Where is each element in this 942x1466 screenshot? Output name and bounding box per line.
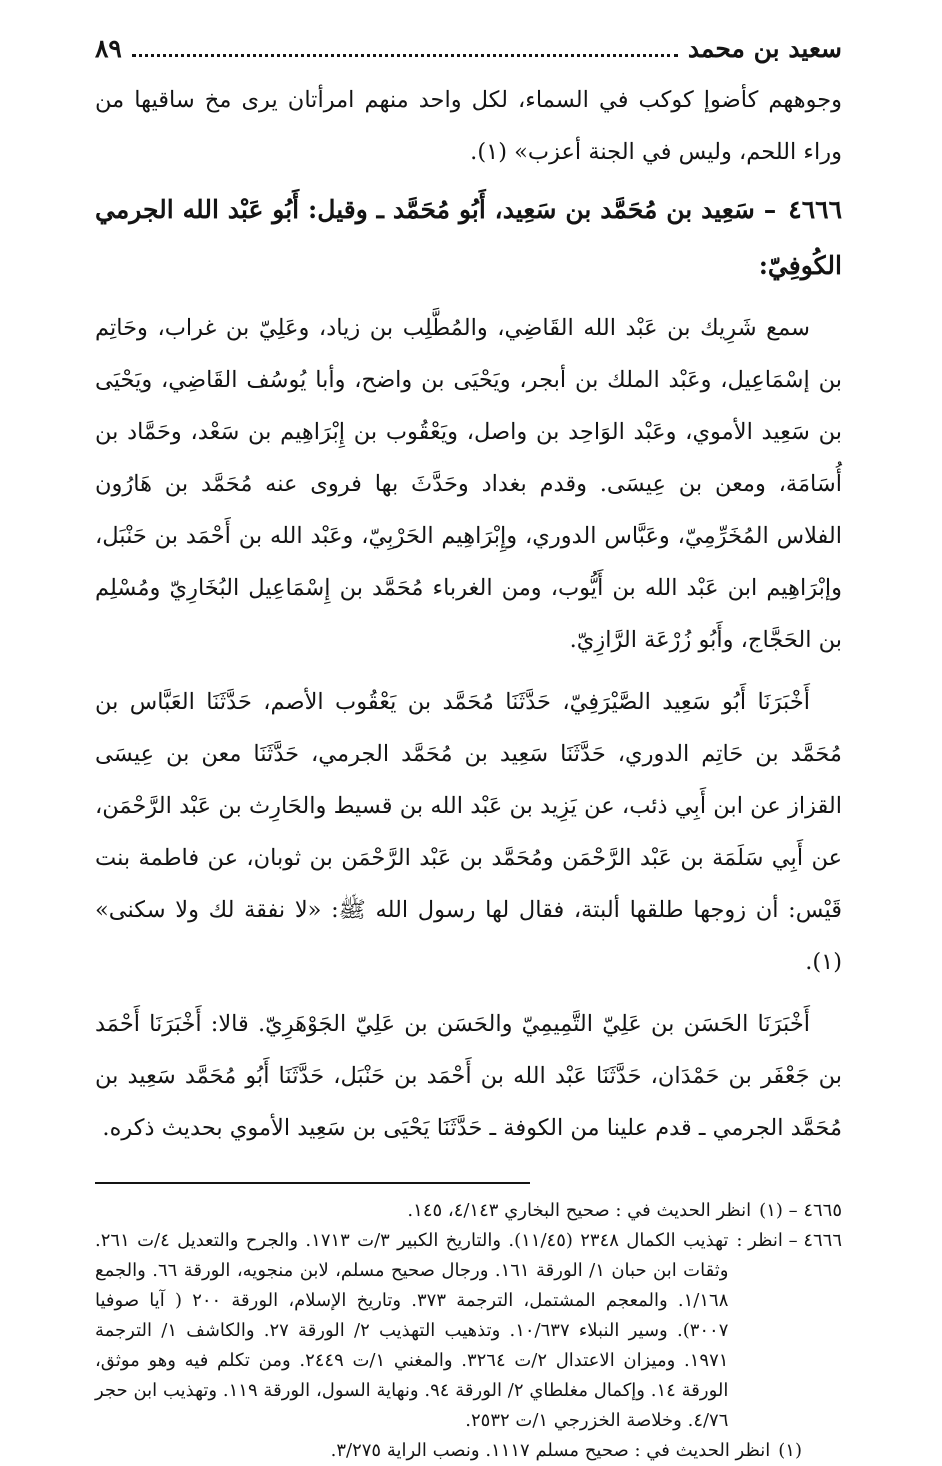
footnote-label: ٤٦٦٦ – انظر : (736, 1230, 842, 1251)
continuation-text: وجوههم كأضوإ كوكب في السماء، لكل واحد منهم امرأتان يرى مخ ساقيها من وراء اللحم، وليس في الجنة أعزب» (١). (95, 87, 842, 165)
paragraph-second-isnad: أَخْبَرَنَا الحَسَن بن عَلِيّ التَّمِيمِيّ والحَسَن بن عَلِيّ الجَوْهَرِيّ. قالا: أَخْبَرَنَا أَحْمَد بن جَعْفَر بن حَمْدَان، حَدَّثَنَا عَبْد الله بن أَحْمَد بن حَنْبَل، حَدَّثَنَا أَبُو مُحَمَّد سَعِيد بن مُحَمَّد الجرمي ـ قدم علينا من الكوفة ـ حَدَّثَنَا يَحْيَى بن سَعِيد الأموي بحديث ذكره. (95, 1011, 842, 1141)
leader-dots (132, 40, 678, 57)
running-title: سعيد بن محمد (687, 34, 842, 63)
entry-number: ٤٦٦٦ (788, 195, 842, 224)
footnote-text: انظر الحديث في : صحيح مسلم ١١١٧. ونصب الراية ٣/٢٧٥. (330, 1440, 771, 1461)
paragraph-hadith-isnad: أَخْبَرَنَا أَبُو سَعِيد الصَّيْرَفِيّ، حَدَّثَنَا مُحَمَّد بن يَعْقُوب الأصم، حَدَّثَنَا العَبَّاس بن مُحَمَّد بن حَاتِم الدوري، حَدَّثَنَا سَعِيد بن مُحَمَّد الجرمي، حَدَّثَنَا معن بن عِيسَى القزاز عن ابن أَبِي ذئب، عن يَزِيد بن عَبْد الله بن قسيط والحَارِث بن عَبْد الرَّحْمَن، عن أَبِي سَلَمَة بن عَبْد الرَّحْمَن ومُحَمَّد بن عَبْد الرَّحْمَن بن ثوبان، عن فاطمة بنت قَيْس: أن زوجها طلقها ألبتة، فقال لها رسول الله ﷺ: «لا نفقة لك ولا سكنى» (١). (95, 689, 842, 975)
footnote-text: انظر الحديث في : صحيح البخاري ٤/١٤٣، ١٤٥. (407, 1200, 752, 1221)
footnote-item (95, 1196, 842, 1226)
footnote-item (95, 1226, 842, 1436)
footnote-item (95, 1436, 842, 1466)
footnotes (95, 1196, 842, 1466)
footnote-label: (١) (778, 1440, 802, 1461)
paragraph-biography: سمع شَرِيك بن عَبْد الله القَاضِي، والمُطَّلِب بن زياد، وعَلِيّ بن غراب، وحَاتِم بن إسْمَاعِيل، وعَبْد الملك بن أبجر، ويَحْيَى بن واضح، وأبا يُوسُف القَاضِي، ويَحْيَى بن سَعِيد الأموي، وعَبْد الوَاحِد بن واصل، ويَعْقُوب بن إِبْرَاهِيم بن سَعْد، وحَمَّاد بن أُسَامَة، ومعن بن عِيسَى. وقدم بغداد وحَدَّثَ بها فروى عنه مُحَمَّد بن هَارُون الفلاس المُخَرِّمِيّ، وعَبَّاس الدوري، وإِبْرَاهِيم الحَرْبِيّ، وعَبْد الله بن أَحْمَد بن حَنْبَل، وإبْرَاهِيم ابن عَبْد الله بن أَيُّوب، ومن الغرباء مُحَمَّد بن إِسْمَاعِيل البُخَارِيّ ومُسْلِم بن الحَجَّاج، وأَبُو زُرْعَة الرَّازِيّ. (95, 315, 842, 653)
running-header (95, 34, 842, 74)
entry-title: – سَعِيد بن مُحَمَّد بن سَعِيد، أَبُو مُحَمَّد ـ وقيل: أَبُو عَبْد الله الجرمي الكُوفِيّ: (95, 195, 842, 280)
entry-heading (95, 182, 842, 294)
footnote-text: تهذيب الكمال ٢٣٤٨ (١١/٤٥). والتاريخ الكبير ٣/ت ١٧١٣. والجرح والتعديل ٤/ت ٢٦١. وثقات ابن حبان ١/ الورقة ١٦١. ورجال صحيح مسلم، لابن منجويه، الورقة ٦٦. والجمع ١/١٦٨. والمعجم المشتمل، الترجمة ٣٧٣. وتاريخ الإسلام، الورقة ٢٠٠ ( آيا صوفيا ٣٠٠٧). وسير النبلاء ١٠/٦٣٧. وتذهيب التهذيب ٢/ الورقة ٢٧. والكاشف ١/ الترجمة ١٩٧١. وميزان الاعتدال ٢/ت ٣٢٦٤. والمغني ١/ت ٢٤٤٩. ومن تكلم فيه وهو موثق، الورقة ١٤. وإكمال مغلطاي ٢/ الورقة ٩٤. ونهاية السول، الورقة ١١٩. وتهذيب ابن حجر ٤/٧٦. وخلاصة الخزرجي ١/ت ٢٥٣٢. (95, 1230, 729, 1431)
footnote-label: ٤٦٦٥ – (١) (759, 1200, 842, 1221)
main-text (95, 74, 842, 1154)
page-number: ٨٩ (95, 34, 122, 63)
footnote-separator (95, 1182, 530, 1184)
